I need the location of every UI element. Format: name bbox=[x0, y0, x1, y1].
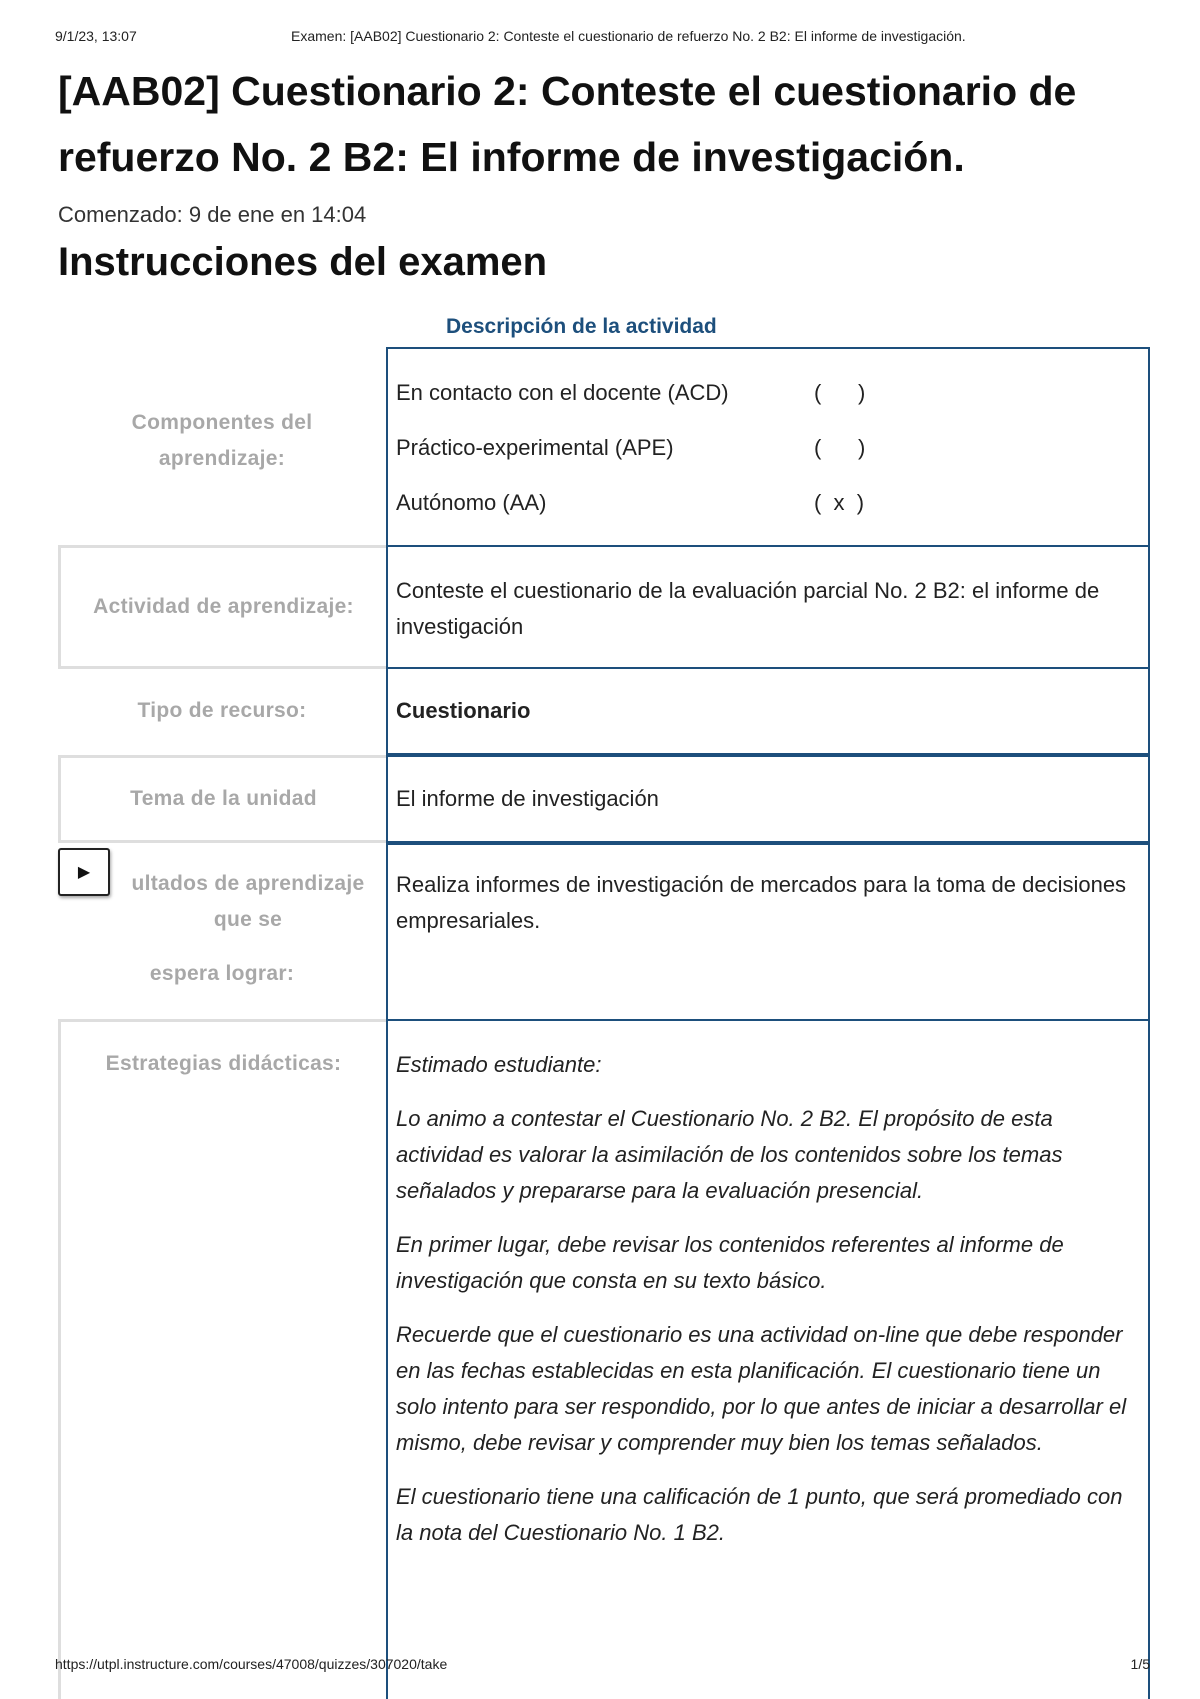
print-datetime: 9/1/23, 13:07 bbox=[55, 28, 137, 44]
components-label: Componentes del aprendizaje: bbox=[131, 411, 313, 470]
print-url: https://utpl.instructure.com/courses/47008/quizzes/307020/take bbox=[55, 1656, 448, 1672]
component-item-aa: Autónomo (AA) ( x ) bbox=[396, 489, 865, 515]
unit-topic-label: Tema de la unidad bbox=[58, 755, 386, 843]
strategies-paragraph: Recuerde que el cuestionario es una actividad on-line que debe responder en las fechas establecidas en esta planificación. El cuestionario tiene un solo intento para ser respondido, por lo que antes de iniciar a desarrollar el mismo, debe revisar y comprender muy bien los temas señalados. bbox=[396, 1322, 1127, 1455]
activity-label: Actividad de aprendizaje: bbox=[58, 545, 386, 669]
instructions-heading: Instrucciones del examen bbox=[58, 240, 548, 284]
unit-topic-value: El informe de investigación bbox=[386, 755, 1150, 843]
strategies-paragraph: El cuestionario tiene una calificación de 1 punto, que será promediado con la nota del Cuestionario No. 1 B2. bbox=[396, 1484, 1123, 1545]
print-page-number: 1/5 bbox=[1130, 1656, 1150, 1672]
learning-outcomes-value: Realiza informes de investigación de mercados para la toma de decisiones empresariales. bbox=[386, 843, 1150, 1021]
play-button[interactable] bbox=[58, 848, 110, 896]
play-icon: ▶ bbox=[77, 864, 91, 881]
resource-type-value: Cuestionario bbox=[386, 667, 1150, 755]
strategies-paragraph: Lo animo a contestar el Cuestionario No. 2 B2. El propósito de esta actividad es valorar la asimilación de los contenidos sobre los temas señalados y prepararse para la evaluación presencial. bbox=[396, 1106, 1063, 1203]
strategies-paragraph: En primer lugar, debe revisar los contenidos referentes al informe de investigación que consta en su texto básico. bbox=[396, 1232, 1064, 1293]
strategies-paragraph: Estimado estudiante: bbox=[396, 1052, 602, 1077]
learning-outcomes-label: ultados de aprendizaje que se espera lograr: bbox=[131, 872, 365, 985]
print-header bbox=[55, 28, 1150, 50]
started-timestamp: Comenzado: 9 de ene en 14:04 bbox=[58, 202, 367, 227]
component-item-ape: Práctico-experimental (APE) ( ) bbox=[396, 434, 866, 460]
strategies-label: Estrategias didácticas: bbox=[58, 1019, 386, 1699]
quiz-title: [AAB02] Cuestionario 2: Conteste el cuestionario de refuerzo No. 2 B2: El informe de investigación. bbox=[58, 68, 1077, 180]
resource-type-label: Tipo de recurso: bbox=[137, 699, 307, 722]
components-value bbox=[386, 347, 1150, 547]
activity-table-caption: Descripción de la actividad bbox=[446, 315, 717, 338]
component-item-acd: En contacto con el docente (ACD) ( ) bbox=[396, 379, 866, 405]
print-page-title: Examen: [AAB02] Cuestionario 2: Conteste el cuestionario de refuerzo No. 2 B2: El informe de investigación. bbox=[291, 28, 966, 44]
activity-value: Conteste el cuestionario de la evaluación parcial No. 2 B2: el informe de investigación bbox=[386, 545, 1150, 669]
strategies-value bbox=[386, 1019, 1150, 1699]
